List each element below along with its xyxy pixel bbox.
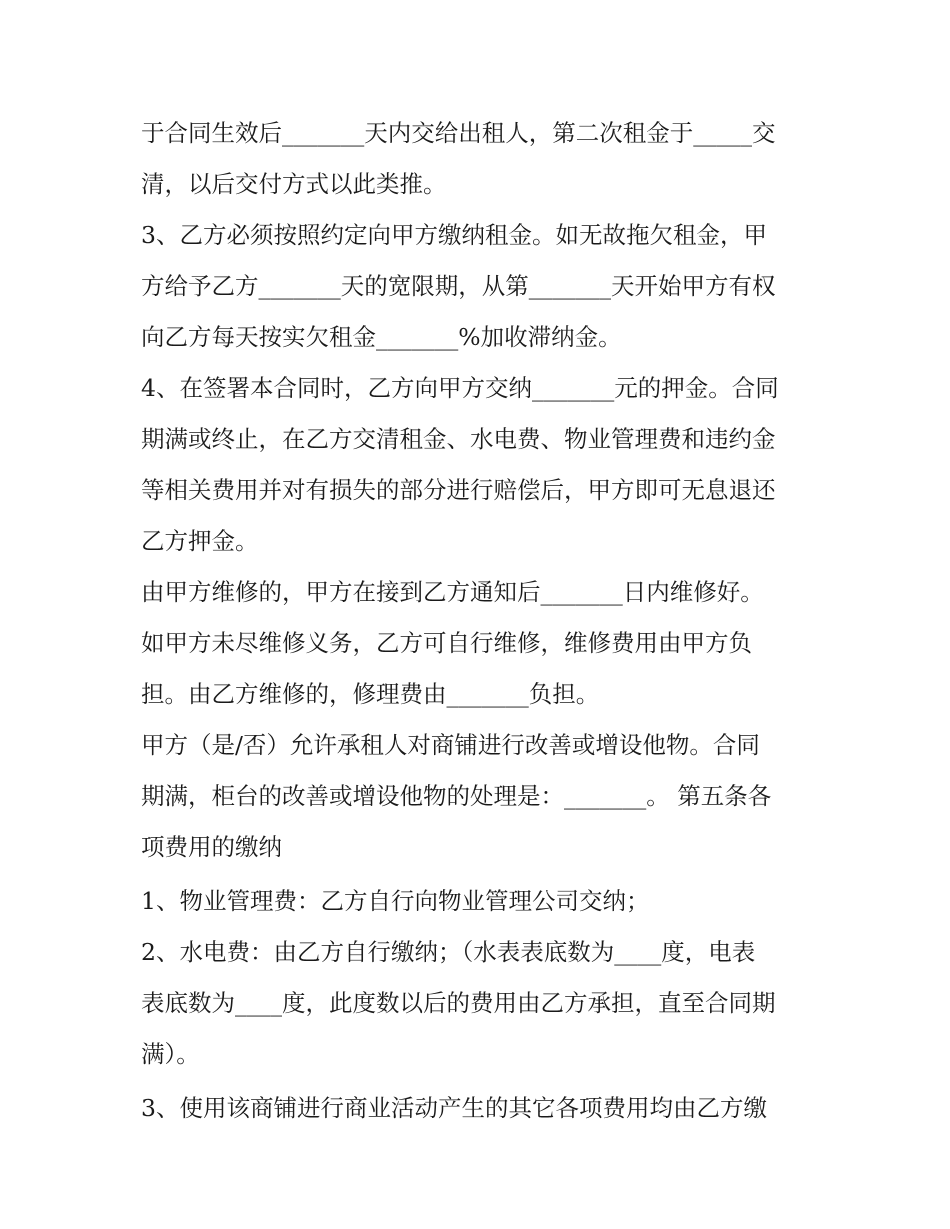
- text-line: 3、乙方必须按照约定向甲方缴纳租金。如无故拖欠租金，甲: [141, 221, 767, 249]
- text-line: 2、水电费：由乙方自行缴纳；（水表表底数为____度，电表: [141, 938, 756, 966]
- text-line: 于合同生效后_______天内交给出租人，第二次租金于_____交: [141, 119, 776, 147]
- text-line: 向乙方每天按实欠租金_______%加收滞纳金。: [141, 323, 622, 351]
- text-line: 乙方押金。: [141, 527, 259, 555]
- text-line: 由甲方维修的，甲方在接到乙方通知后_______日内维修好。: [141, 578, 764, 606]
- text-line: 甲方（是/否）允许承租人对商铺进行改善或增设他物。合同: [141, 731, 760, 759]
- text-line: 期满或终止，在乙方交清租金、水电费、物业管理费和违约金: [141, 425, 776, 453]
- text-line: 如甲方未尽维修义务，乙方可自行维修，维修费用由甲方负: [141, 629, 752, 657]
- text-line: 清，以后交付方式以此类推。: [141, 170, 447, 198]
- text-line: 方给予乙方_______天的宽限期，从第_______天开始甲方有权: [141, 272, 776, 300]
- text-line: 项费用的缴纳: [141, 833, 282, 861]
- text-line: 3、使用该商铺进行商业活动产生的其它各项费用均由乙方缴: [141, 1094, 767, 1122]
- text-line: 等相关费用并对有损失的部分进行赔偿后，甲方即可无息退还: [141, 476, 776, 504]
- text-line: 满）。: [141, 1040, 200, 1068]
- text-line: 担。由乙方维修的，修理费由_______负担。: [141, 680, 600, 708]
- text-line: 表底数为____度，此度数以后的费用由乙方承担，直至合同期: [141, 989, 776, 1017]
- document-body: [141, 108, 821, 1134]
- text-line: 4、在签署本合同时，乙方向甲方交纳_______元的押金。合同: [141, 374, 779, 402]
- text-line: 1、物业管理费：乙方自行向物业管理公司交纳；: [141, 887, 650, 915]
- text-line: 期满，柜台的改善或增设他物的处理是：_______。 第五条各: [141, 782, 772, 810]
